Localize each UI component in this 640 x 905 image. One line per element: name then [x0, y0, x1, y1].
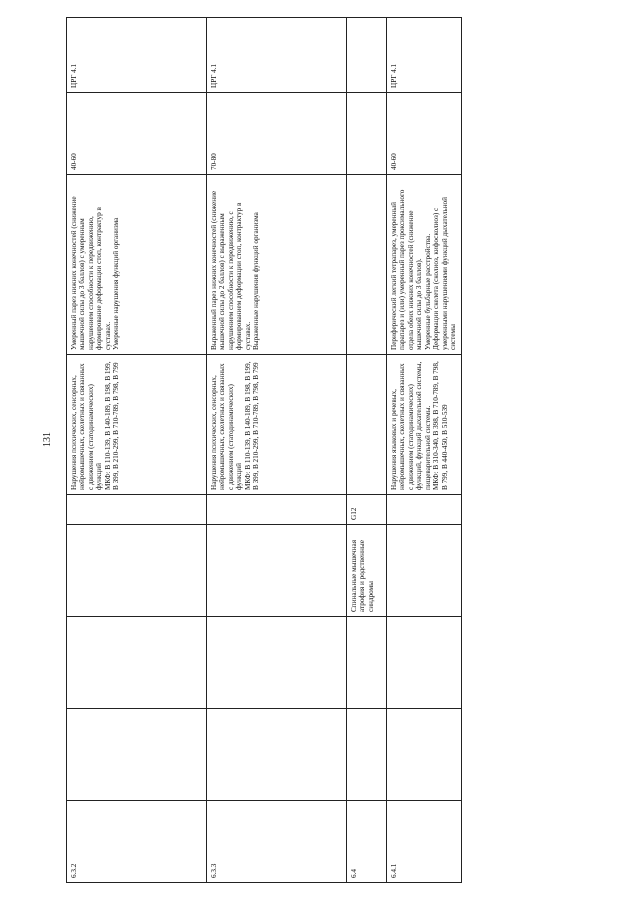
percent-range: 70-80	[207, 93, 347, 175]
empty-cell	[347, 709, 387, 801]
page-number: 131	[42, 432, 53, 447]
reference-code	[347, 18, 387, 93]
row-code: 6.3.2	[67, 801, 207, 883]
table-row	[347, 18, 387, 883]
impairment-text: Нарушения языковых и речевых, нейромышечных, скелетных и связанных с движением (статодинамических) функций, функций дыхательной системы, пищеварительной системы. МКФ: В 310-340, В 398, В 710-789, В 798, В 799, В 440-450, В 510-539	[387, 355, 462, 495]
disease-name	[67, 525, 207, 617]
disability-criteria-table-wrapper	[66, 18, 458, 883]
disease-name	[387, 525, 462, 617]
row-code: 6.3.3	[207, 801, 347, 883]
empty-cell	[387, 709, 462, 801]
disease-name	[207, 525, 347, 617]
table-row	[67, 18, 207, 883]
icd-code	[207, 495, 347, 525]
description-text	[347, 175, 387, 355]
empty-cell	[207, 709, 347, 801]
reference-code: ЦРГ 4.1	[387, 18, 462, 93]
empty-cell	[67, 617, 207, 709]
disease-name: Спинальные мышечная атрофия и родственные синдромы	[347, 525, 387, 617]
table-row	[207, 18, 347, 883]
empty-cell	[347, 617, 387, 709]
icd-code: G12	[347, 495, 387, 525]
reference-code: ЦРГ 4.1	[207, 18, 347, 93]
impairment-text: Нарушения психических, сенсорных, нейромышечных, скелетных и связанных с движением (статодинамических) функций МКФ: В 110-139, В 140-189, В 198, В 199, В 399, В 210-299, В 710-789, В 798, В 799	[67, 355, 207, 495]
percent-range: 40-60	[387, 93, 462, 175]
row-code: 6.4.1	[387, 801, 462, 883]
icd-code	[387, 495, 462, 525]
impairment-text: Нарушения психических, сенсорных, нейромышечных, скелетных и связанных с движением (статодинамических) функций МКФ: В 110-139, В 140-189, В 198, В 199, В 399, В 210-299, В 710-789, В 798, В 799	[207, 355, 347, 495]
description-text: Умеренный парез нижних конечностей (снижение мышечной силы до 3 баллов) с умеренным нарушением способности к передвижению, формирование деформации стоп, контрактур в суставах. Умеренные нарушения функций организма	[67, 175, 207, 355]
empty-cell	[207, 617, 347, 709]
percent-range: 40-60	[67, 93, 207, 175]
percent-range	[347, 93, 387, 175]
icd-code	[67, 495, 207, 525]
reference-code: ЦРГ 4.1	[67, 18, 207, 93]
empty-cell	[387, 617, 462, 709]
table-row	[387, 18, 462, 883]
empty-cell	[67, 709, 207, 801]
row-code: 6.4	[347, 801, 387, 883]
description-text: Периферический легкий тетрапарез, умеренный парапарез и (или) умеренный парез проксимального отдела обеих нижних конечностей (снижение мышечной силы до 3 баллов). Умеренные бульбарные расстройства. Деформации скелета (сколиоз, кифосколиоз) с умеренными нарушениями функций дыхательной системы	[387, 175, 462, 355]
description-text: Выраженный парез нижних конечностей (снижение мышечной силы до 2 баллов) с выраженным нарушением способности к передвижению, с формированием деформации стоп, контрактур в суставах. Выраженные нарушения функций организма	[207, 175, 347, 355]
impairment-text	[347, 355, 387, 495]
disability-criteria-table	[66, 17, 462, 883]
